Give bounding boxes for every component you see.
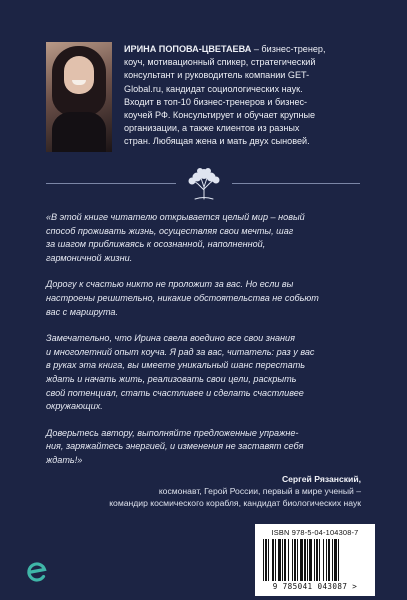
quote-line: ждать и начать жить, реализовать свои цели, раскрыть [46,373,297,384]
quote-block [46,211,364,481]
author-bio [124,43,346,149]
isbn-number: ISBN 978-5-04-104308-7 [271,528,359,537]
quote-line: гармоничной жизни. [46,252,133,263]
quote-paragraph [46,332,364,414]
signature-name: Сергей Рязанский, [281,474,361,484]
quote-line: Замечательно, что Ирина свела воедино все свои знания [46,333,295,344]
isbn-barcode [255,524,375,596]
quote-signature [43,473,361,510]
quote-paragraph [46,211,364,265]
quote-line: «В этой книге читателю открывается целый мир – новый [46,212,305,222]
author-name: ИРИНА ПОПОВА-ЦВЕТАЕВА [124,44,252,54]
divider-line-left [46,183,176,184]
bio-line: – бизнес-тренер, [251,44,326,54]
quote-paragraph [46,278,364,319]
quote-line: свой потенциал, стать счастливее и сделать счастливее [46,387,304,398]
quote-line: за шагом приближаясь к осознанной, наполненной, [46,239,266,250]
bio-line: консультант и руководитель компании GET- [124,70,310,81]
barcode-bars [261,539,369,581]
publisher-logo-icon [26,561,48,583]
signature-role-line: космонавт, Герой России, первый в мире ученый – [158,486,361,497]
quote-line: ждать!» [46,454,83,465]
quote-line: и многолетний опыт коуча. Я рад за вас, читатель: раз у вас [46,346,315,357]
author-section [46,42,346,154]
quote-line: окружающих. [46,401,103,412]
bio-line: коуч, мотивационный спикер, стратегический [124,57,316,68]
quote-line: настроены решительно, никакие обстоятельства не собьют [46,292,319,303]
quote-line: способ проживать жизнь, осуществляя свои мечты, шаг [46,225,294,236]
signature-role-line: командир космического корабля, кандидат биологических наук [109,498,361,509]
bio-line: коучей РФ. Консультирует и обучает крупные [124,110,316,121]
bio-line: Входит в топ-10 бизнес-тренеров и бизнес- [124,96,308,107]
quote-paragraph [46,427,364,468]
bio-line: Global.ru, кандидат социологических наук. [124,83,303,94]
ean-number: 9 785041 043087 > [272,582,358,591]
bio-line: организации, а также клиентов из разных [124,123,300,134]
author-photo [46,42,112,152]
divider-line-right [232,183,360,184]
quote-line: в руках эта книга, вы имеете уникальный шанс перестать [46,360,306,371]
quote-line: Дорогу к счастью никто не проложит за вас. Но если вы [46,279,294,290]
quote-line: ния, заряжайтесь энергией, и изменения не заставят себя [46,441,304,452]
quote-line: Доверьтесь автору, выполняйте предложенные упражне- [46,427,299,438]
tree-icon [185,166,223,200]
quote-line: вас с маршрута. [46,306,119,317]
bio-line: стран. Любящая жена и мать двух сыновей. [124,136,310,147]
